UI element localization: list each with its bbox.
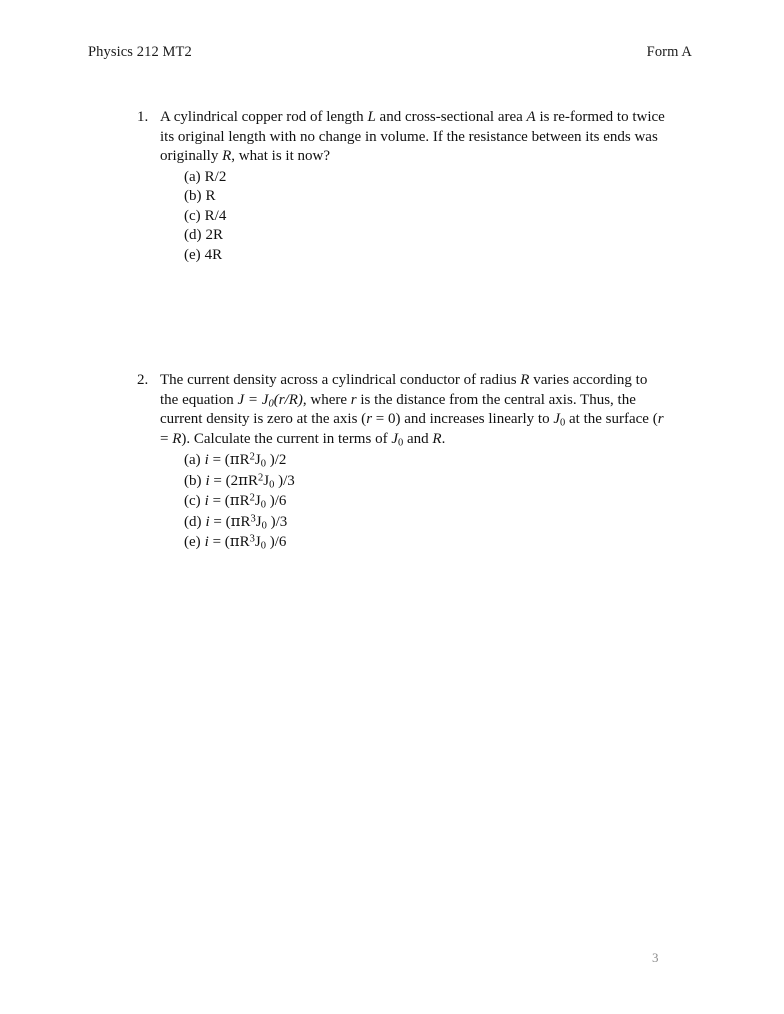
question-2-number: 2. — [137, 372, 149, 388]
q2-var-r-3: r — [657, 411, 664, 427]
choice-text: 4R — [204, 246, 223, 263]
q2-var-r-1: r — [350, 391, 357, 408]
choice-J-subscript: 0 — [260, 499, 267, 511]
choice-equals: = ( — [208, 534, 230, 550]
header-course-title: Physics 212 MT2 — [88, 44, 192, 60]
question-1-number: 1. — [137, 109, 149, 125]
choice-coefficient: 2 — [230, 472, 239, 489]
q2-equation — [237, 392, 302, 408]
choice-text: R/4 — [204, 207, 227, 224]
header-form-label: Form A — [646, 44, 692, 60]
choice-option[interactable] — [184, 168, 667, 188]
choice-tail: )/3 — [274, 472, 295, 489]
pi-symbol: π — [229, 450, 240, 468]
choice-option[interactable] — [184, 450, 667, 471]
choice-letter: (d) — [184, 227, 202, 243]
q2-var-r-2: r — [366, 411, 373, 427]
q1-stem-text-1: A cylindrical copper rod of length — [160, 109, 368, 125]
choice-var-i: i — [204, 493, 209, 509]
choice-letter: (c) — [184, 207, 201, 224]
choice-letter: (b) — [184, 472, 202, 489]
question-1-choices — [184, 168, 667, 266]
q2-eq-slash: / — [284, 391, 289, 408]
choice-option[interactable] — [184, 532, 667, 553]
q1-stem-text-3: is re-formed to twice its original length with no change in volume. If the resistance between its ends was originally — [160, 109, 665, 164]
q2-var-R-2: R — [172, 430, 182, 447]
choice-exponent: 3 — [249, 533, 255, 545]
q2-eq-J0: J — [261, 391, 269, 408]
question-2 — [137, 371, 667, 553]
choice-exponent: 3 — [250, 512, 256, 524]
q1-stem-text-4: , what is it now? — [231, 148, 330, 164]
q2-var-J0-1: J — [553, 411, 561, 427]
q2-stem-text-5: = 0) and increases linearly to — [372, 411, 554, 427]
choice-option[interactable] — [184, 226, 667, 246]
q1-var-resistance: R — [222, 148, 232, 164]
q2-eq-R: R — [288, 391, 298, 408]
choice-option[interactable] — [184, 246, 667, 266]
pi-symbol: π — [229, 532, 240, 550]
choice-text: 2R — [205, 227, 224, 243]
choice-J-subscript: 0 — [260, 458, 267, 470]
choice-J-subscript: 0 — [261, 520, 267, 532]
pi-symbol: π — [230, 511, 241, 530]
q1-var-area: A — [526, 109, 536, 125]
choice-base-R: R — [239, 493, 250, 509]
choice-text: R/2 — [204, 168, 227, 185]
choice-equals: = ( — [209, 513, 231, 530]
choice-letter: (a) — [184, 452, 201, 468]
q2-eq-paren-close: ) — [297, 391, 303, 408]
question-2-body — [137, 371, 667, 449]
choice-J: J — [254, 493, 261, 509]
choice-J: J — [255, 513, 262, 530]
choice-tail: )/6 — [266, 493, 287, 509]
question-1 — [137, 108, 667, 265]
q2-stem-text-2: varies according to the equation — [160, 372, 648, 408]
choice-tail: )/2 — [266, 452, 287, 468]
q2-eq-J: J — [237, 391, 245, 408]
choice-option[interactable] — [184, 187, 667, 207]
choice-tail: )/3 — [266, 513, 288, 530]
choice-J: J — [263, 472, 270, 489]
q2-var-J0-2-subscript: 0 — [397, 437, 404, 449]
q1-var-length: L — [367, 109, 376, 125]
choice-exponent: 2 — [249, 451, 255, 463]
q2-eq-equals: = — [244, 391, 262, 408]
choice-letter: (e) — [184, 534, 201, 550]
page-number: 3 — [652, 950, 659, 965]
q2-stem-text-8: ). Calculate the current in terms of — [181, 430, 392, 447]
choice-base-R: R — [248, 472, 259, 489]
q2-eq-r: r — [278, 391, 285, 408]
choice-formula — [205, 452, 287, 468]
choice-letter: (d) — [184, 513, 202, 530]
choice-option[interactable] — [184, 471, 667, 492]
choice-option[interactable] — [184, 512, 667, 533]
choice-letter: (c) — [184, 493, 201, 509]
choice-formula — [205, 534, 287, 550]
q2-stem-text-7: = — [160, 430, 173, 447]
choice-equals: = ( — [208, 452, 230, 468]
choice-letter: (b) — [184, 188, 202, 204]
choice-tail: )/6 — [266, 534, 287, 550]
choice-equals: = ( — [209, 472, 231, 489]
choice-equals: = ( — [208, 493, 230, 509]
question-1-body — [137, 108, 667, 167]
choice-J: J — [254, 534, 261, 550]
choice-J: J — [254, 452, 261, 468]
choice-var-i: i — [204, 534, 209, 550]
question-2-stem — [160, 371, 667, 449]
choice-J-subscript: 0 — [260, 540, 267, 552]
choice-base-R: R — [239, 534, 250, 550]
q2-var-J0-1-subscript: 0 — [560, 417, 566, 429]
choice-exponent: 2 — [249, 492, 255, 504]
question-2-choices — [184, 450, 667, 553]
choice-var-i: i — [205, 513, 210, 530]
choice-base-R: R — [240, 513, 251, 530]
choice-base-R: R — [239, 452, 250, 468]
q2-stem-text-10: . — [441, 430, 446, 447]
choice-option[interactable] — [184, 207, 667, 227]
q2-stem-text-6: at the surface ( — [565, 411, 658, 427]
q2-var-R-3: R — [432, 430, 442, 447]
choice-formula — [205, 511, 288, 532]
question-1-stem — [160, 108, 667, 167]
choice-text: R — [205, 188, 216, 204]
choice-option[interactable] — [184, 491, 667, 512]
choice-var-i: i — [205, 472, 210, 489]
q2-eq-paren-open: ( — [273, 391, 279, 408]
q2-stem-text-3: , where — [302, 391, 351, 408]
q2-var-radius: R — [520, 372, 530, 388]
choice-formula — [205, 470, 295, 491]
q2-stem-text-9: and — [403, 430, 433, 447]
pi-symbol: π — [229, 491, 240, 509]
choice-letter: (a) — [184, 168, 201, 185]
q2-stem-text-4: is the distance from the central axis. Thus, the current density is zero at the axis ( — [160, 391, 636, 427]
q2-var-J0-2: J — [391, 430, 398, 447]
q1-stem-text-2: and cross-sectional area — [375, 109, 527, 125]
choice-J-subscript: 0 — [269, 479, 275, 491]
q2-stem-text-1: The current density across a cylindrical conductor of radius — [160, 372, 521, 388]
pi-symbol: π — [238, 470, 248, 489]
page-header — [88, 44, 692, 61]
choice-var-i: i — [204, 452, 209, 468]
choice-formula — [205, 493, 287, 509]
q2-eq-J0-subscript: 0 — [268, 398, 274, 410]
choice-letter: (e) — [184, 246, 201, 263]
choice-exponent: 2 — [258, 471, 264, 483]
